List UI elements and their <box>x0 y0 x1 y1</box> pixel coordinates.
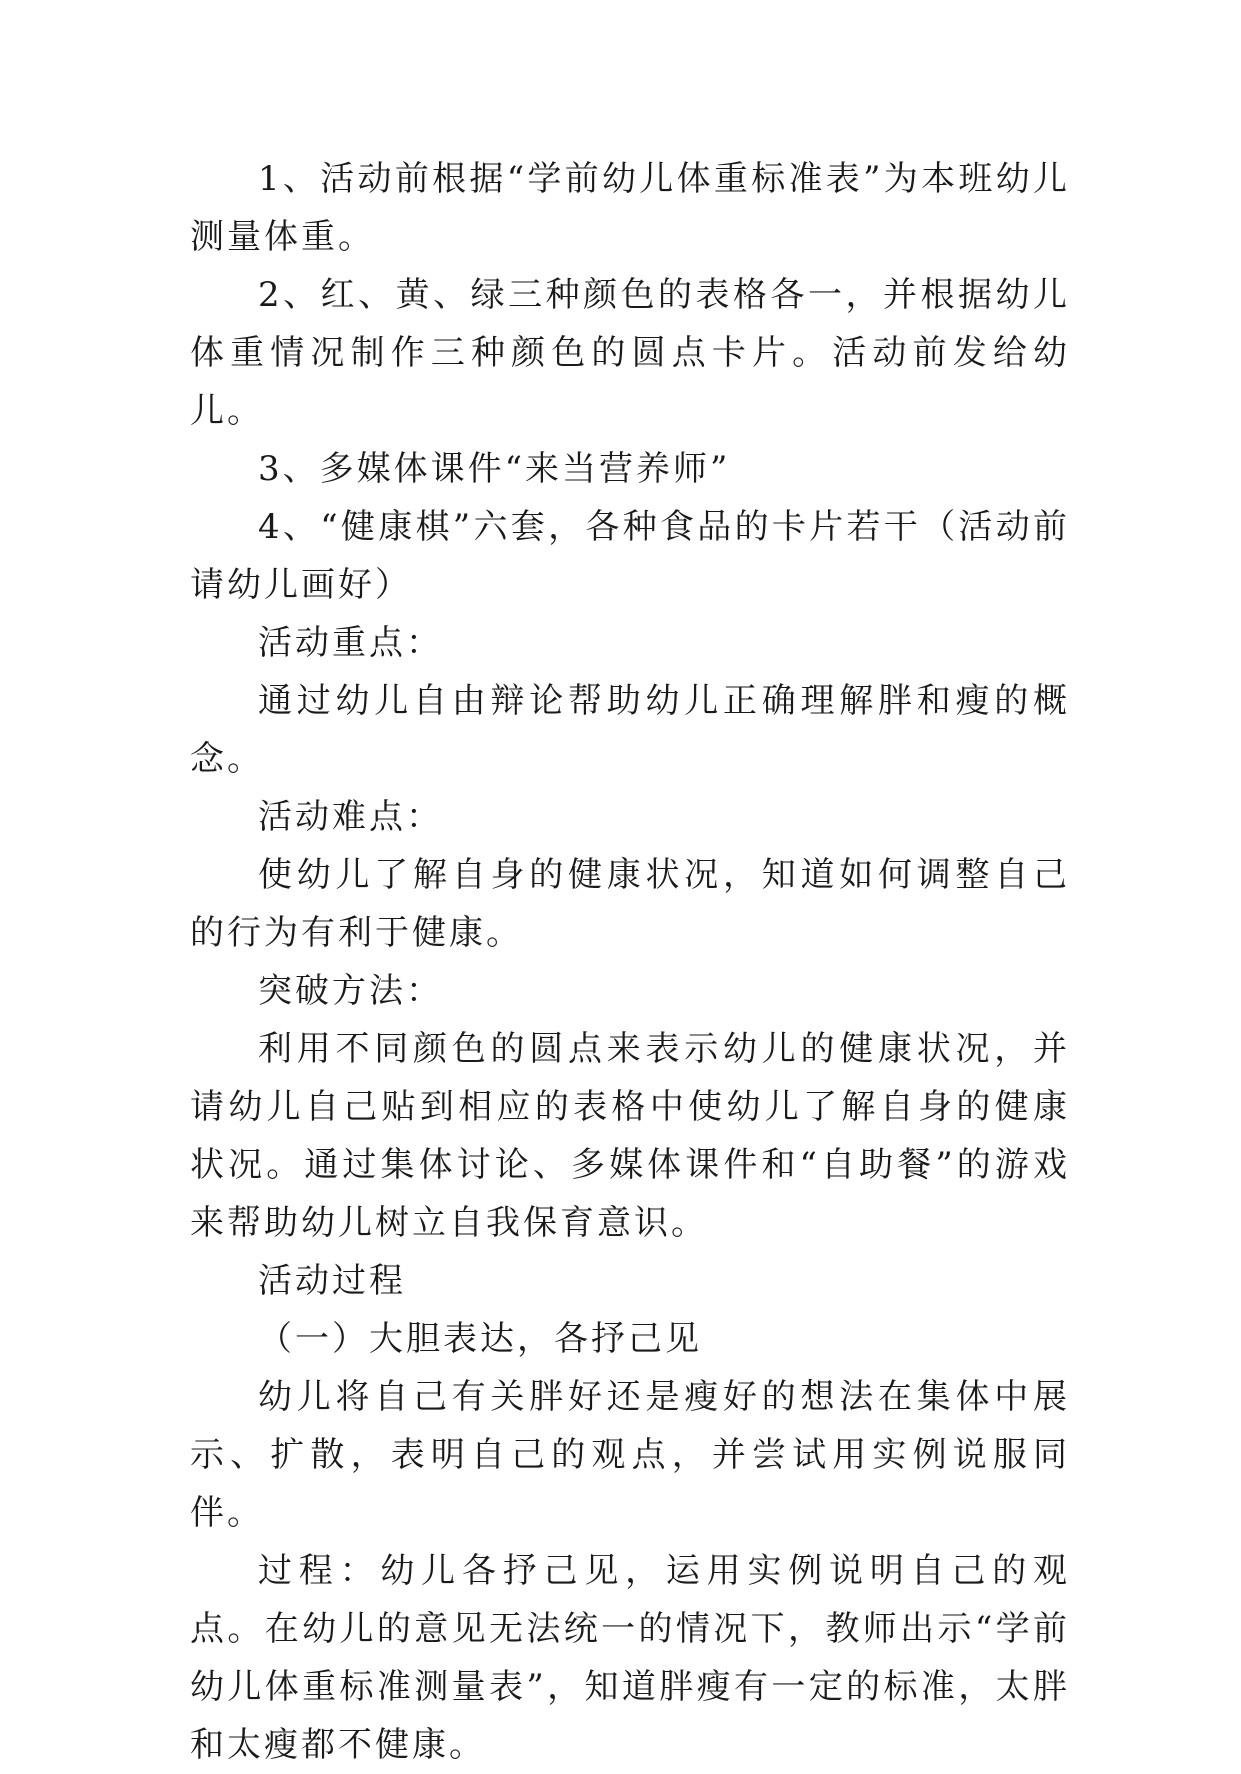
heading-method: 突破方法： <box>258 971 443 1011</box>
paragraph-preparation-1: 1、活动前根据“学前幼儿体重标准表”为本班幼儿测量体重。 <box>190 159 1070 257</box>
paragraph-preparation-3: 3、多媒体课件“来当营养师” <box>258 449 731 489</box>
heading-key-point: 活动重点： <box>258 623 443 663</box>
paragraph-preparation-2: 2、红、黄、绿三种颜色的表格各一，并根据幼儿体重情况制作三种颜色的圆点卡片。活动前发给幼儿。 <box>190 275 1070 431</box>
heading-difficulty: 活动难点： <box>258 797 443 837</box>
paragraph-difficulty: 使幼儿了解自身的健康状况，知道如何调整自己的行为有利于健康。 <box>190 855 1070 953</box>
paragraph-method: 利用不同颜色的圆点来表示幼儿的健康状况，并请幼儿自己贴到相应的表格中使幼儿了解自身的健康状况。通过集体讨论、多媒体课件和“自助餐”的游戏来帮助幼儿树立自我保育意识。 <box>190 1029 1070 1243</box>
paragraph-step-1-process: 过程：幼儿各抒己见，运用实例说明自己的观点。在幼儿的意见无法统一的情况下，教师出示“学前幼儿体重标准测量表”，知道胖瘦有一定的标准，太胖和太瘦都不健康。 <box>190 1551 1070 1765</box>
paragraph-step-1: 幼儿将自己有关胖好还是瘦好的想法在集体中展示、扩散，表明自己的观点，并尝试用实例说服同伴。 <box>190 1377 1070 1533</box>
paragraph-key-point: 通过幼儿自由辩论帮助幼儿正确理解胖和瘦的概念。 <box>190 681 1070 779</box>
paragraph-preparation-4: 4、“健康棋”六套，各种食品的卡片若干（活动前请幼儿画好） <box>190 507 1070 605</box>
document-page <box>190 150 1070 1774</box>
subheading-step-1: （一）大胆表达，各抒己见 <box>258 1319 702 1359</box>
heading-process: 活动过程 <box>258 1261 406 1301</box>
